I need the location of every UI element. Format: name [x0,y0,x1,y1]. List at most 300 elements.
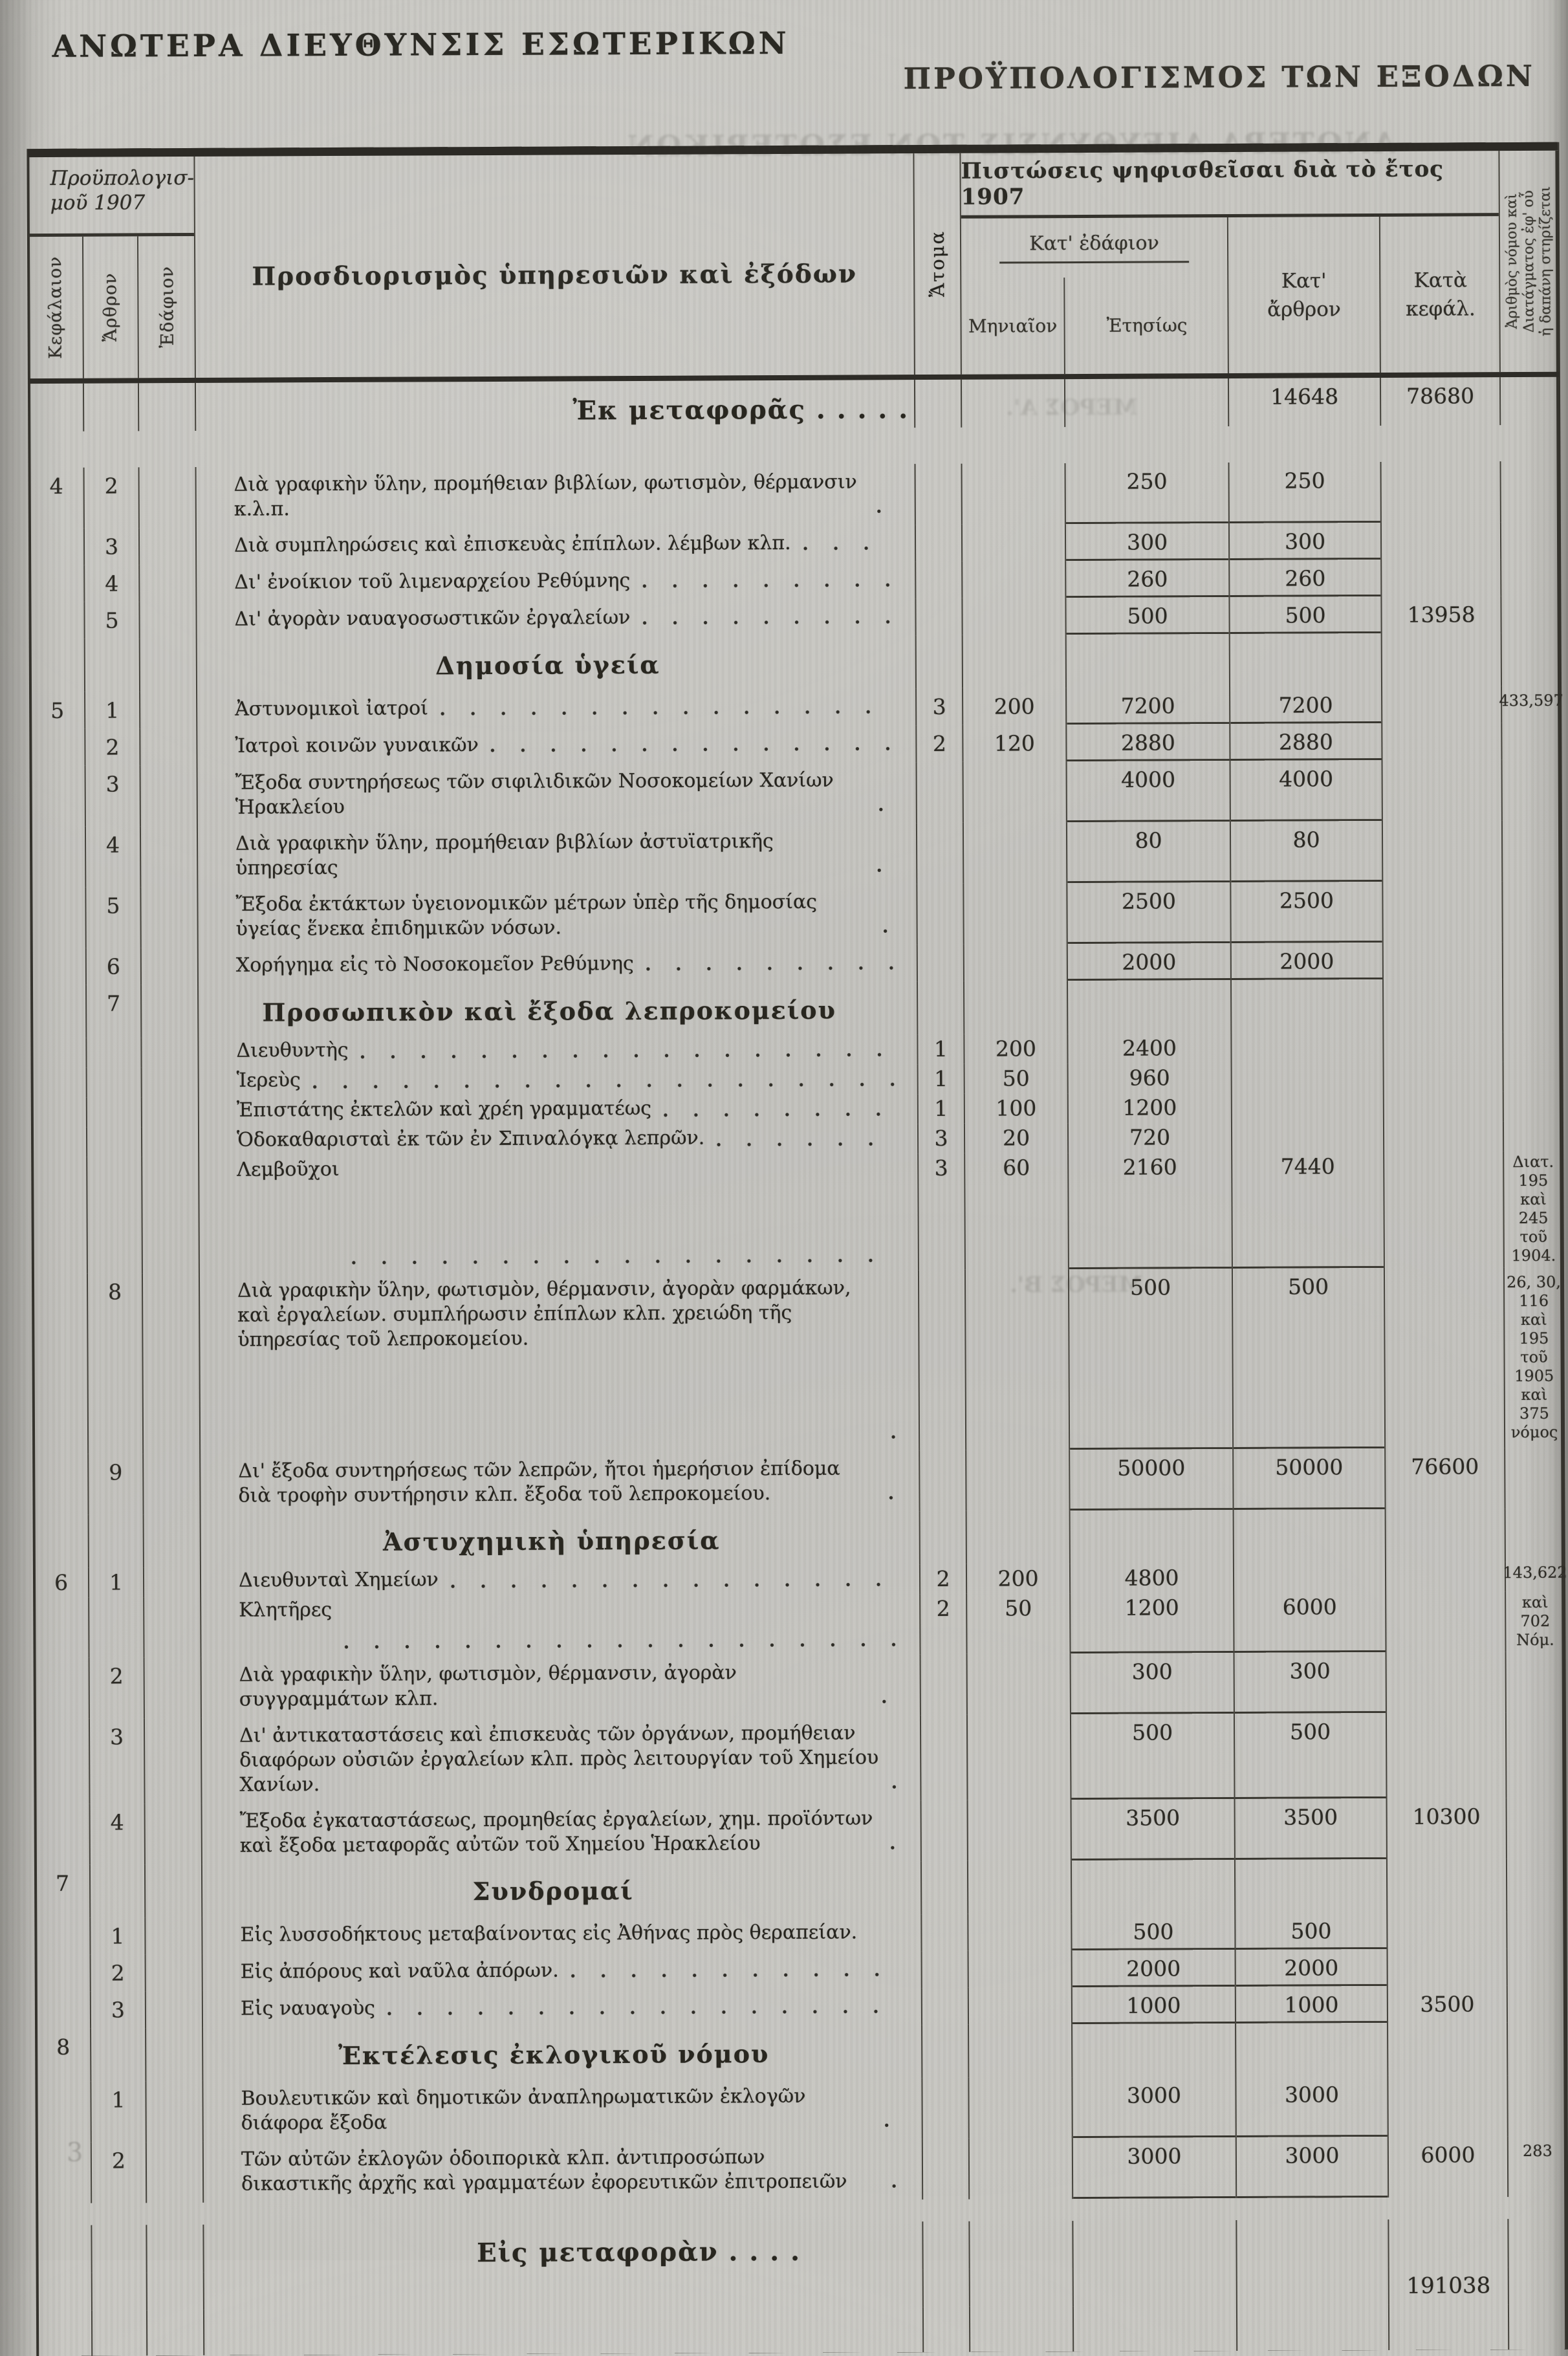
cell-edafion [142,1097,199,1127]
cell-article-number: 7 [87,985,142,1038]
total-row [38,2267,1567,2311]
dot-leader [713,1140,897,1148]
dot-leader [888,1433,898,1441]
description-text: Προσωπικὸν καὶ ἔξοδα λεπροκομείου [262,995,837,1027]
cell-per-chapter [1384,1121,1504,1151]
cell-yearly [1067,634,1230,688]
cell-persons [918,981,964,1034]
cell-edafion [146,1917,202,1954]
cell-persons [922,2025,969,2078]
cell-monthly [969,1987,1073,2025]
cell-chapter-number: 4 [30,468,85,529]
cell-monthly: 50 [965,1063,1069,1094]
cell-per-chapter [1387,1712,1507,1798]
cell-per-chapter [1386,1509,1506,1562]
description-text: Ἱερεὺς [236,1069,301,1092]
cell-article-number [87,1127,142,1157]
cell-per-article: 14648 [1229,378,1381,426]
cell-chapter-number: 8 [36,2029,91,2082]
bleed-through-title: ΑΝΩΤΕΡΑ ΔΙΕΥΘΥΝΣΙΣ ΤΩΝ ΕΣΩΤΕΡΙΚΩΝ [625,126,1396,164]
cell-per-chapter [1382,559,1501,596]
cell-per-chapter [1384,1032,1503,1062]
cell-persons: 2 [920,1594,967,1654]
cell-per-chapter [1384,1151,1505,1268]
dot-leader [800,544,894,552]
cell-edafion [140,692,197,728]
cell-per-article: 6000 [1234,1592,1386,1653]
cell-per-chapter [1382,686,1502,723]
cell-article-number: 6 [87,948,142,985]
cell-chapter-number [34,1598,89,1658]
cell-edafion [146,1804,202,1864]
cell-edafion [141,826,198,887]
cell-persons [916,562,963,598]
per-paragraph-group [961,217,1229,375]
cell-law-reference [1508,2022,1566,2075]
cell-per-article [1236,1859,1388,1913]
cell-monthly [970,2138,1073,2199]
cell-yearly: 4800 [1071,1563,1234,1593]
cell-article-number: 9 [89,1454,144,1514]
cell-persons [916,464,963,525]
cell-persons: 1 [919,1064,965,1094]
cell-monthly [968,1714,1072,1800]
cell-persons: 2 [920,1564,967,1594]
cell-law-reference [1507,1652,1565,1712]
cell-description [203,1988,922,2028]
cell-chapter-number [31,827,86,888]
cell-article-number: 2 [85,728,140,765]
cell-edafion [142,985,199,1038]
item-row [33,1267,1563,1454]
description-text: Διὰ γραφικὴν ὕλην, φωτισμὸν, θέρμανσιν, ἀγορὰν συγγραμμάτων κλπ. [239,1661,737,1711]
cell-monthly [968,1800,1072,1861]
cell-yearly: 720 [1069,1122,1232,1153]
cell-per-article [1232,1092,1384,1122]
item-row [35,1652,1565,1719]
cell-yearly: 300 [1066,523,1230,561]
description-text: Ἐπιστάτης ἐκτελῶν καὶ χρέη γραμματέως [236,1096,652,1122]
section-row [36,1859,1565,1918]
description-text: Εἰς μεταφορὰν . . . . [477,2236,801,2269]
dot-leader [876,805,895,813]
cell-description [201,1594,920,1657]
monthly-yearly-headers [961,277,1228,375]
cell-per-article: 500 [1235,1713,1388,1799]
cell-description [202,1654,921,1718]
cell-edafion [144,1597,201,1657]
cell-monthly: 50 [967,1593,1071,1654]
header-kefalaion [28,237,84,378]
cell-yearly: 500 [1069,1269,1234,1450]
cell-chapter-number [38,2273,93,2311]
cell-description [196,380,915,431]
dot-leader [341,1641,898,1651]
cell-yearly: 2400 [1068,1033,1232,1063]
dot-leader [639,618,894,627]
description-text: Βουλευτικῶν καὶ δημοτικῶν ἀναπληρωματικῶν ἐκλογῶν διάφορα ἔξοδα [241,2084,806,2135]
cell-per-article [1237,2267,1389,2306]
cell-description [197,635,917,692]
item-row [36,1985,1566,2029]
dot-leader [488,745,895,754]
cell-yearly: 2000 [1073,1950,1236,1987]
cell-article-number [93,2273,147,2310]
section-row [36,2022,1566,2082]
cell-monthly: 200 [967,1564,1071,1594]
cell-description [198,884,917,948]
cell-per-chapter [1382,461,1501,523]
cell-article-number: 1 [89,1567,144,1597]
cell-monthly [963,635,1067,688]
cell-article-number [91,2028,146,2081]
cell-monthly [964,883,1067,944]
page-title: ΑΝΩΤΕΡΑ ΔΙΕΥΘΥΝΣΙΣ ΕΣΩΤΕΡΙΚΩΝ [52,25,790,65]
cell-edafion [147,2273,204,2310]
description-text: Συνδρομαί [472,1876,634,1906]
cell-edafion [146,2028,203,2081]
table-header [28,151,1559,384]
cell-yearly [1071,1510,1234,1564]
cell-per-article: 2500 [1231,882,1383,943]
item-row [31,820,1561,888]
item-row [32,1151,1563,1274]
masthead [0,0,1563,164]
cell-persons [922,1800,968,1861]
cell-law-reference [1502,723,1560,759]
cell-edafion [144,1454,201,1514]
cell-article-number [87,1157,143,1273]
cell-chapter-number [32,948,87,985]
cell-persons [917,635,963,688]
dot-leader [639,581,894,590]
cell-monthly [964,822,1067,884]
per-paragraph-label: Κατ' ἐδάφιον [961,217,1227,278]
cell-per-article: 300 [1230,523,1382,560]
cell-description [197,525,916,565]
description-text: Διὰ γραφικὴν ὕλην, προμήθειαν βιβλίων ἀστυϊατρικῆς ὑπηρεσίας [235,830,774,880]
item-row [35,1712,1565,1804]
dot-leader [874,507,894,515]
cell-edafion [140,602,197,638]
cell-per-article: 500 [1233,1268,1386,1449]
cell-chapter-number [30,602,85,639]
cell-edafion [146,1991,203,2028]
cell-edafion [140,467,197,528]
cell-description [201,1564,920,1597]
yearly-label: Ἐτησίως [1106,314,1188,336]
cell-per-chapter: 10300 [1388,1798,1507,1859]
cell-yearly: 2160 [1069,1152,1233,1269]
description-text: Τῶν αὐτῶν ἐκλογῶν ὁδοιπορικὰ κλπ. ἀντιπροσώπων δικαστικῆς ἀρχῆς καὶ γραμματέων ἐφορευτικῶν ἐπιτροπειῶν [241,2146,847,2196]
cell-description [203,2078,922,2142]
cell-edafion [146,2081,203,2142]
cell-law-reference [1507,1912,1565,1948]
page-subtitle: ΠΡΟΫΠΟΛΟΓΙΣΜΟΣ ΤΩΝ ΕΞΟΔΩΝ [903,58,1536,96]
description-text: Εἰς λυσσοδήκτους μεταβαίνοντας εἰς Ἀθήνας πρὸς θεραπείαν. [240,1921,858,1947]
cell-yearly: 500 [1071,1714,1236,1800]
cell-chapter-number [37,2225,92,2273]
description-text: Δι' ἔξοδα συντηρήσεως τῶν λεπρῶν, ἤτοι ἡμερήσιον ἐπίδομα διὰ τροφὴν συντήρησιν κλπ. ἔξοδα τοῦ λεπροκομείου. [238,1457,840,1507]
cell-monthly [963,524,1066,562]
cell-persons: 1 [918,1034,964,1064]
law-ref-line2: Διατάγματος ἐφ' οὗ [1520,190,1538,333]
cell-law-reference [1501,377,1559,425]
cell-per-chapter [1388,2075,1508,2137]
cell-persons [922,1951,969,1988]
dot-leader [874,866,895,874]
cell-per-article [1232,979,1384,1033]
header-atoma [914,153,961,375]
cell-per-article [1232,1062,1384,1093]
cell-edafion [141,765,198,826]
description-text: Διὰ γραφικὴν ὕλην, προμήθειαν βιβλίων, φωτισμὸν, θέρμανσιν κ.λ.π. [234,470,857,521]
cell-yearly: 50000 [1070,1449,1234,1511]
cell-chapter-number [36,1955,91,1992]
cell-chapter-number [31,888,86,948]
cell-yearly: 960 [1069,1063,1232,1093]
cell-law-reference [1507,1712,1565,1798]
cell-monthly [963,561,1066,598]
cell-persons [923,2139,970,2199]
cell-description [199,1094,919,1127]
item-row [30,596,1560,639]
cell-monthly: 60 [965,1153,1069,1270]
item-row [30,461,1560,529]
cell-per-article: 500 [1236,1912,1388,1950]
cell-per-chapter [1384,1091,1504,1122]
cell-per-chapter [1382,723,1502,760]
dot-leader [643,964,896,973]
dot-leader [889,1783,899,1791]
cell-edafion [146,1864,202,1917]
cell-monthly [962,379,1065,428]
cell-per-chapter [1382,633,1502,686]
cell-monthly [967,1511,1071,1564]
cell-law-reference: 26, 30, 116 καὶ 195 τοῦ 1905 καὶ 375 νόμος [1506,1272,1562,1442]
cell-yearly: 500 [1066,597,1230,635]
cell-law-reference [1509,2267,1567,2304]
cell-article-number [92,2225,147,2273]
item-row [31,881,1561,948]
cell-edafion [144,1567,201,1597]
description-text: Ὁδοκαθαρισταὶ ἐκ τῶν ἐν Σπιναλόγκᾳ λεπρῶν. [236,1126,705,1151]
dot-leader [349,1256,897,1267]
cell-yearly: 7200 [1067,687,1230,725]
cell-article-number [87,1097,142,1127]
cell-persons [920,1450,966,1511]
table-tail [38,2304,1567,2356]
cell-persons [916,525,963,562]
cell-per-article [1232,1032,1384,1063]
cell-chapter-number [30,529,85,565]
cell-per-chapter: 76600 [1386,1448,1505,1509]
cell-per-chapter [1388,1859,1507,1912]
cell-article-number [84,383,139,431]
cell-chapter-number [29,384,84,431]
cell-article-number: 3 [91,1991,146,2028]
budget-year-line2: μοῦ 1907 [50,191,146,215]
cell-description [198,762,917,826]
cell-law-reference [1503,820,1561,881]
cell-monthly [970,2221,1073,2269]
arthron-label: Ἄρθρον [100,272,121,342]
cell-per-article: 7440 [1232,1151,1385,1269]
dot-leader [889,2182,901,2190]
cell-persons: 1 [919,1094,965,1124]
budget-year-line1: Προϋπολογισ- [50,166,195,190]
cell-yearly [1073,2023,1236,2077]
cell-article-number [91,1864,146,1917]
cell-law-reference [1501,596,1560,633]
header-law-reference [1499,151,1558,372]
cell-yearly: 1200 [1069,1093,1232,1123]
cell-per-article: 80 [1231,821,1383,882]
cell-per-article [1237,2220,1389,2268]
cell-monthly [969,1950,1073,1988]
cell-article-number: 3 [86,765,141,826]
cell-per-chapter [1382,522,1501,560]
cell-per-chapter [1384,979,1503,1032]
cell-per-article: 260 [1230,560,1382,597]
description-header-label: Προσδιορισμὸς ὑπηρεσιῶν καὶ ἐξόδων [252,259,858,292]
header-description [195,153,915,378]
cell-chapter-number [32,1157,88,1274]
dot-leader [358,1051,897,1061]
item-row [36,1912,1565,1955]
cell-description [197,562,916,602]
cell-article-number: 1 [91,1917,146,1954]
cell-article-number [87,1067,142,1097]
cell-monthly [968,1860,1072,1914]
dot-leader [568,1970,900,1980]
cell-description [198,823,917,887]
cell-law-reference [1504,1091,1562,1121]
cell-description [197,688,917,728]
section-row [32,979,1562,1038]
cell-yearly: 2000 [1068,943,1232,981]
cell-monthly: 120 [963,725,1067,762]
description-text: Δημοσία ὑγεία [435,649,660,681]
item-row [36,2075,1566,2143]
cell-edafion [142,948,199,985]
credits-header-label: Πιστώσεις ψηφισθεῖσαι διὰ τὸ ἔτος 1907 [961,151,1498,219]
header-edafion [138,236,196,378]
cell-chapter-number [32,1128,87,1157]
cell-chapter-number [34,1515,89,1568]
cell-chapter-number [30,565,85,602]
cell-per-article [1234,1509,1386,1563]
cell-law-reference [1505,1448,1563,1509]
cell-chapter-number [36,1918,91,1955]
cell-yearly [1073,2220,1237,2269]
cell-description [197,598,916,638]
page-signature-mark: 3 [66,2137,83,2168]
item-row [36,1798,1565,1865]
cell-persons [917,762,964,823]
item-row [34,1448,1563,1515]
cell-law-reference [1506,1509,1564,1562]
cell-description [202,1800,922,1864]
cell-edafion [145,1718,202,1804]
law-ref-line1: Ἀριθμὸς νόμου καὶ [1503,193,1521,329]
cell-article-number: 3 [85,528,140,565]
cell-article-number: 2 [90,1657,145,1718]
cell-persons: 3 [919,1124,965,1153]
description-text: Ἐκτέλεσις ἐκλογικοῦ νόμου [338,2039,770,2071]
cell-persons [917,884,964,944]
cell-article-number: 8 [88,1273,144,1454]
cell-per-article: 50000 [1234,1448,1386,1510]
cell-article-number: 2 [92,2142,147,2203]
cell-description [199,1034,918,1067]
cell-description [201,1450,920,1514]
bleed-through-meros-b: ΜΕΡΟΣ Β'. [1009,1271,1143,1298]
cell-monthly [969,2024,1073,2078]
cell-article-number [89,1514,144,1567]
cell-article-number: 4 [85,565,140,602]
cell-per-chapter [1386,1562,1506,1592]
cell-law-reference [1508,2219,1567,2267]
cell-yearly: 1200 [1071,1593,1234,1653]
description-text: Εἰς ἀπόρους καὶ ναῦλα ἀπόρων. [240,1959,559,1983]
cell-description [201,1511,920,1567]
item-row [36,1948,1566,1992]
cell-per-article: 1000 [1236,1986,1388,2023]
item-row [30,559,1560,602]
cell-law-reference [1503,759,1561,820]
cell-chapter-number [31,766,86,827]
cell-article-number: 5 [85,602,140,638]
cell-persons [921,1654,968,1715]
cell-description [202,1861,922,1917]
description-text: Διὰ γραφικὴν ὕλην, φωτισμὸν, θέρμανσιν, ἀγορὰν φαρμάκων, καὶ ἐργαλείων. συμπλήρωσιν ἐπίπλων κλπ. χρειώδη τῆς ὑπηρεσίας τοῦ λεπροκομείου. [237,1276,851,1351]
cell-edafion [147,2225,204,2273]
carried-row [29,377,1559,431]
cell-persons [916,598,963,635]
cell-chapter-number [36,1804,91,1865]
cell-edafion [142,1067,199,1097]
section-row [34,1509,1564,1568]
cell-law-reference [1501,461,1559,522]
cell-law-reference [1503,1032,1562,1062]
description-text: Ἔξοδα συντηρήσεως τῶν σιφιλιδικῶν Νοσοκομείων Χανίων Ἡρακλείου [235,769,834,819]
cell-monthly [970,2269,1074,2307]
cell-yearly [1072,1860,1236,1914]
cell-description [204,2139,923,2203]
cell-yearly: 500 [1072,1913,1236,1950]
cell-yearly [1074,2268,1237,2306]
description-text: Δι' ἀντικαταστάσεις καὶ ἐπισκευὰς τῶν ὀργάνων, προμήθειαν διαφόρων οὐσιῶν ἐργαλείων κλπ. πρὸς λειτουργίαν τοῦ Χημείου Χανίων. [239,1721,879,1796]
cell-monthly [966,1269,1070,1450]
cell-edafion [145,1657,202,1718]
dot-leader [879,1697,899,1705]
budget-year-block [28,157,195,378]
cell-per-article: 500 [1230,596,1382,634]
left-subheaders [28,233,195,378]
cell-edafion [140,528,197,565]
cell-law-reference [1503,942,1562,979]
cell-law-reference [1507,1798,1565,1859]
cell-monthly [968,1914,1072,1951]
cell-yearly: 2500 [1067,882,1231,944]
cell-persons [922,1861,968,1914]
cell-law-reference [1504,1062,1562,1091]
budget-table [28,142,1567,2356]
description-text: Δι' ἐνοίκιον τοῦ λιμεναρχείου Ρεθύμνης [234,569,631,594]
cell-yearly: 3500 [1072,1799,1236,1860]
dot-leader [660,1110,897,1119]
